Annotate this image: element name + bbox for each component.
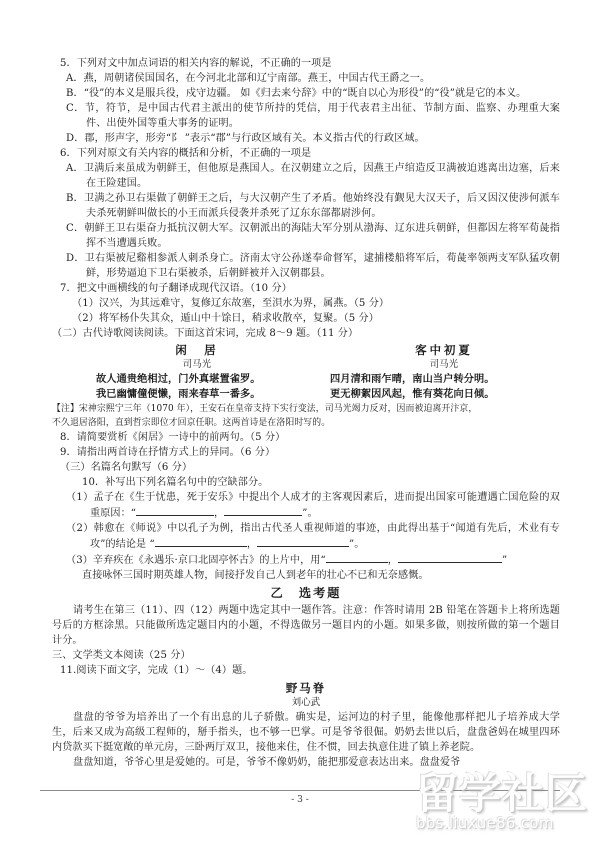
poem-left — [52, 342, 306, 402]
question-10-item-3 — [52, 552, 560, 568]
question-9-stem: 9．请指出两首诗在抒情方式上的异同。（6 分） — [60, 447, 276, 459]
question-10-item-3-pre: （3）辛弃疾在《永遇乐·京口北固亭怀古》的上片中，用“ — [66, 555, 326, 567]
section-b-heading: 乙 选考题 — [270, 586, 342, 601]
question-6-option-d: D．卫右渠被尼谿相参派人刺杀身亡。济南太守公孙遂奉命督军，逮捕楼船将军后，荀彘率领两支军队猛攻朝鲜，形势逼迫下卫右渠被杀，后朝鲜被并入汉朝郡县。 — [66, 253, 560, 279]
question-10-item-1-post: ”。 — [302, 508, 318, 520]
poem-right-line-2: 更无柳絮因风起，惟有葵花向日倾。 — [330, 388, 495, 401]
watermark — [416, 769, 594, 846]
question-10-item-1 — [52, 490, 560, 521]
question-10-item-2-pre: （2）韩愈在《师说》中以孔子为例，指出古代圣人重视师道的事迹，由此得出基于“闻道有先后，术业有专攻”的结论是 “ — [66, 523, 560, 551]
question-10-blank-3b[interactable] — [398, 552, 502, 563]
poem-left-title: 闲 居 — [175, 343, 219, 357]
question-10-item-2-post: ”。 — [349, 539, 365, 551]
page-number: - 3 - — [291, 795, 309, 805]
poem-left-line-1: 故人通贵绝相过，门外真堪置雀罗。 — [96, 373, 261, 385]
poems-container — [52, 342, 560, 402]
poem-right-title: 客中初夏 — [415, 343, 473, 357]
section-b-instruction: 请考生在第三（11）、四（12）两题中选定其中一题作答。注意：作答时请用 2B 铅笔在答题卡上将所选题号后的方框涂黑。只能做所选定题目内的小题，不得选做另一题目内的小题。如果多做，则按所做的第一个题目计分。 — [52, 605, 560, 647]
question-10-item-3-tail: 直接咏怀三国时期英雄人物，间接抒发自己人到老年的壮心不已和无奈感慨。 — [82, 570, 429, 582]
poem-note-line-1: 【注】宋神宗熙宁三年（1070 年），王安石在皇帝支持下实行变法，司马光竭力反对，因而被迫离开汴京， — [52, 404, 478, 415]
question-10-blank-3a[interactable] — [326, 552, 388, 563]
question-7-item-1: （1）汉兴，为其远难守，复修辽东故塞，至浿水为界，属燕。（5 分） — [72, 298, 390, 309]
question-11-stem: 11.阅读下面文字，完成（1）～（4）题。 — [60, 665, 253, 677]
question-5-option-b: B．“役”的本义是服兵役，戍守边疆。 如《归去来兮辞》中的“既自以心为形役”的“役”就是它的本义。 — [66, 88, 527, 99]
question-10-blank-2a[interactable] — [155, 536, 247, 547]
question-10-blank-2b[interactable] — [257, 536, 349, 547]
question-10-item-2 — [52, 521, 560, 552]
question-5-stem: 5．下列对文中加点词语的相关内容的解说，不正确的一项是 — [60, 58, 332, 69]
question-10-stem: 10．补写出下列名篇名句中的空缺部分。 — [82, 477, 269, 489]
poem-note-line-2: 不久退居洛阳，直到哲宗即位才回京任职。这两首诗是在洛阳时写的。 — [52, 417, 331, 428]
footer-divider — [40, 790, 560, 791]
question-7-stem: 7．把文中画横线的句子翻译成现代汉语。（10 分） — [60, 283, 292, 294]
story-paragraph-1: 盘盘的爷爷为培养出了一个有出息的儿子骄傲。确实是，运河边的村子里，能像他那样把儿子培养成大学生，后来又成为高级工程师的，掰手指头，也不够一巴掌。可是爷爷很倔。奶奶去世以后，盘盘爸妈在城里四环内贷款买下挺宽敞的单元房，三卧两厅双卫，接他来住，住不惯，回去执意住进了镇上养老院。 — [52, 712, 560, 754]
question-6-option-c: C．朝鲜王卫右渠奋力抵抗汉朝大军。汉朝派出的海陆大军分别从渤海、辽东进兵朝鲜，但都因左将军荀彘指挥不当遭遇兵败。 — [66, 223, 560, 249]
story-paragraph-2: 盘盘知道，爷爷心里是爱她的。可是，爷爷不像奶奶，能把那爱意表达出来。盘盘爱爷 — [73, 757, 461, 769]
poem-right — [306, 342, 560, 402]
question-6-option-a: A．卫满后来虽成为朝鲜王，但他原是燕国人。在汉朝建立之后，因燕王卢绾造反卫满被迫逃离出边塞，后来在王险建国。 — [66, 163, 560, 189]
question-8-stem: 8．请简要赏析《闲居》一诗中的前两句。（5 分） — [60, 432, 286, 444]
poem-note — [52, 403, 560, 430]
question-10-blank-1a[interactable] — [136, 505, 214, 516]
poem-left-author: 司马光 — [182, 359, 212, 370]
poem-right-line-1: 四月清和雨乍晴，南山当户转分明。 — [330, 373, 495, 385]
question-6-option-b: B．卫满之孙卫右渠做了朝鲜王之后，与大汉朝产生了矛盾。他始终没有觐见大汉天子，后又因汉使涉何派车夫杀死朝鲜叫做长的小王而派兵侵袭并杀死了辽东东部都尉涉何。 — [66, 193, 560, 219]
poem-right-author: 司马光 — [429, 359, 459, 370]
question-5-option-d: D．郡，形声字，形旁“阝 ”表示“郡”与行政区域有关。本义指古代的行政区域。 — [66, 133, 425, 144]
watermark-url: bbs.liuxue86.com — [416, 814, 554, 832]
document-body — [52, 56, 560, 770]
question-10-item-2-mid: ， — [246, 539, 258, 551]
question-7-item-2: （2）将军杨仆失其众，遁山中十馀日，稍求收散卒，复聚。（5 分） — [72, 313, 379, 324]
question-10-item-3-mid: ， — [387, 555, 398, 567]
story-title: 野马脊 — [285, 681, 327, 696]
story-author: 刘心武 — [291, 697, 321, 709]
question-10-item-1-mid: ， — [214, 508, 225, 520]
question-5-option-c: C．节，符节，是中国古代君主派出的使节所持的凭信，用于代表君主出征、节制方面、监察、办理重大案件、出使外国等重大事务的证明。 — [66, 103, 560, 129]
poem-left-line-2: 我已幽慵僮便懒，雨来春草一番多。 — [96, 388, 261, 401]
question-6-stem: 6．下列对原文有关内容的概括和分析，不正确的一项是 — [60, 148, 312, 159]
question-10-item-3-post: ” — [501, 555, 508, 567]
part-literature-heading: 三、文学类文本阅读（25 分） — [52, 650, 191, 662]
part-three-heading: （三）名篇名句默写（6 分） — [60, 462, 193, 474]
part-two-heading: （二）古代诗歌阅读阅读。下面这首宋词，完成 8～9 题。（11 分） — [52, 328, 359, 339]
question-5-option-a: A．燕，周朝诸侯国国名，在今河北北部和辽宁南部。燕王，中国古代王爵之一。 — [66, 73, 431, 84]
question-10-item-1-pre: （1）孟子在《生于忧患，死于安乐》中提出个人成才的主客观因素后，进而提出国家可能遭遇亡国危险的双重原因：“ — [66, 492, 560, 520]
watermark-brand: 留学社区 — [416, 769, 589, 818]
question-10-blank-1b[interactable] — [224, 505, 302, 516]
